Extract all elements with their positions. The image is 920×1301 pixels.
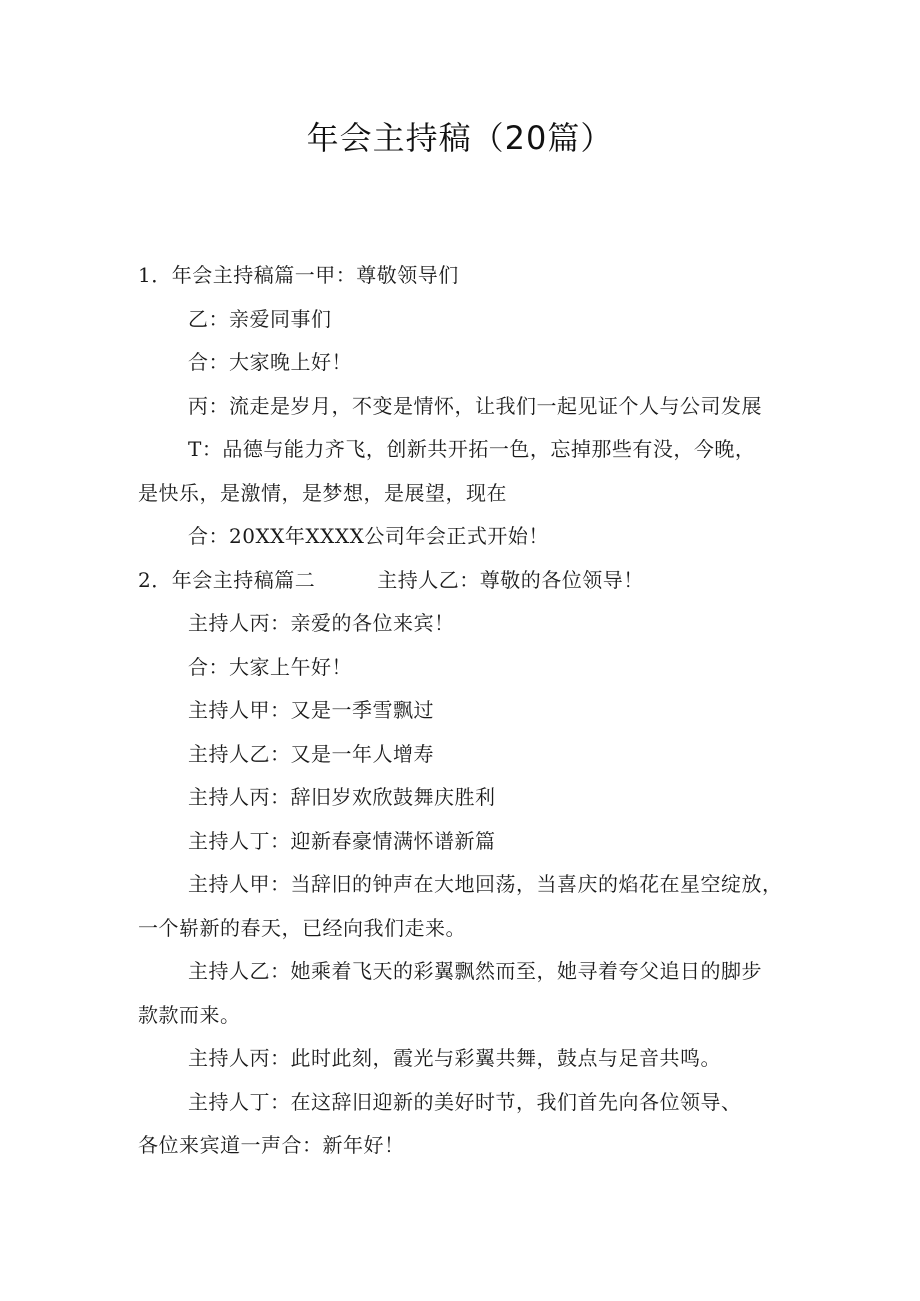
- section-heading: 2．年会主持稿篇二: [138, 568, 316, 592]
- text-line: [138, 563, 644, 597]
- text-line: 主持人丁：在这辞旧迎新的美好时节，我们首先向各位领导、: [188, 1090, 742, 1114]
- text-line: 各位来宾道一声合：新年好！: [138, 1133, 405, 1157]
- text-line: 一个崭新的春天，已经向我们走来。: [138, 916, 466, 940]
- text-line: 款款而来。: [138, 1003, 241, 1027]
- text-line-continuation: 主持人乙：尊敬的各位领导！: [377, 568, 644, 592]
- text-line: 主持人乙：又是一年人增寿: [188, 742, 434, 766]
- text-line: 主持人丙：亲爱的各位来宾！: [188, 611, 455, 635]
- text-line: 主持人丁：迎新春豪情满怀谱新篇: [188, 829, 496, 853]
- text-line: 主持人丙：辞旧岁欢欣鼓舞庆胜利: [188, 785, 496, 809]
- text-line: 是快乐，是激情，是梦想，是展望，现在: [138, 481, 507, 505]
- text-line: 合：大家晚上好！: [188, 350, 352, 374]
- text-line: 合：大家上午好！: [188, 655, 352, 679]
- text-line: 主持人乙：她乘着飞天的彩翼飘然而至，她寻着夸父追日的脚步: [188, 959, 762, 983]
- text-line: 1．年会主持稿篇一甲：尊敬领导们: [138, 263, 459, 287]
- text-line: 主持人甲：当辞旧的钟声在大地回荡，当喜庆的焰花在星空绽放，: [188, 872, 783, 896]
- document-title: 年会主持稿（20篇）: [306, 119, 614, 157]
- text-line: 丙：流走是岁月，不变是情怀，让我们一起见证个人与公司发展: [188, 394, 762, 418]
- text-line: 乙：亲爱同事们: [188, 307, 332, 331]
- text-line: 主持人丙：此时此刻，霞光与彩翼共舞，鼓点与足音共鸣。: [188, 1046, 721, 1070]
- text-line: 合：20XX年XXXX公司年会正式开始！: [188, 524, 549, 548]
- text-line: T：品德与能力齐飞，创新共开拓一色，忘掉那些有没，今晚，: [188, 437, 756, 461]
- text-line: 主持人甲：又是一季雪飘过: [188, 698, 434, 722]
